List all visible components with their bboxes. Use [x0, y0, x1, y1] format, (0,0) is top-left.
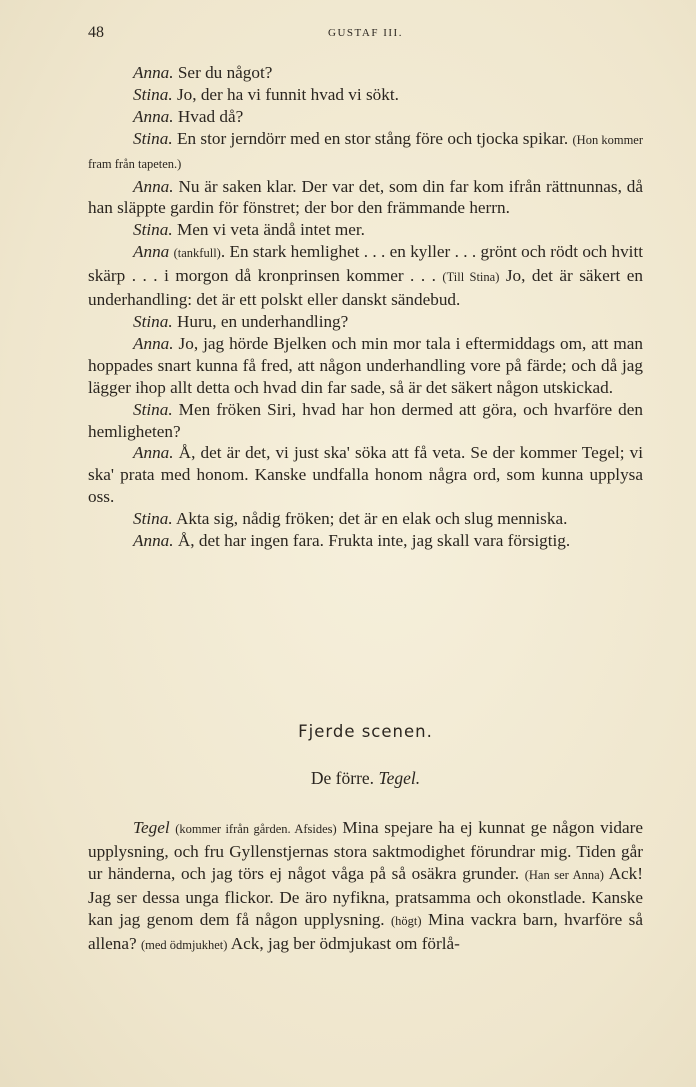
speaker-name: Stina.: [133, 128, 173, 148]
speaker-name: Anna.: [133, 106, 174, 126]
speech-text: Jo, der ha vi funnit hvad vi sökt.: [172, 84, 399, 104]
speech-text: Mina spejare ha ej kunnat ge någon vidare upplysning, och fru Gyllenstjernas stora saktmodighet förundrar mig. Tiden går ur händerna, och jag törs ej något våga på så osäkra grunder.: [88, 818, 644, 883]
dialogue-paragraph: [88, 817, 643, 956]
speech-text: . En stark hemlighet . . . en kyller . . . grönt och rödt och hvitt skärp . . . i morgon då kronprinsen kommer . . .: [88, 242, 643, 286]
stage-direction: (Till Stina): [442, 270, 500, 285]
dialogue-block-1: [88, 62, 643, 552]
persons-italic: Tegel.: [378, 768, 421, 788]
speaker-name: Anna.: [133, 443, 174, 463]
scene-persons: [88, 768, 643, 789]
stage-direction: (tankfull): [173, 246, 221, 261]
dialogue-paragraph: [88, 399, 643, 443]
speaker-name: Anna: [133, 242, 170, 262]
stage-direction: (högt): [391, 913, 422, 928]
speech-text: Mina vackra barn, hvarföre så allena?: [88, 909, 643, 953]
page-number: 48: [88, 24, 104, 41]
dialogue-paragraph: [88, 311, 643, 333]
speech-text: Men fröken Siri, hvad har hon dermed att göra, och hvarföre den hemligheten?: [88, 399, 643, 441]
speaker-name: Stina.: [133, 84, 173, 104]
dialogue-paragraph: [88, 176, 643, 220]
dialogue-paragraph: [88, 333, 643, 399]
speech-text: Nu är saken klar. Der var det, som din far kom ifrån rättnunnas, då han släppte gardin för fönstret; der bor den främmande herrn.: [88, 176, 643, 218]
speaker-name: Stina.: [133, 399, 173, 419]
speaker-name: Anna.: [133, 176, 174, 196]
persons-plain: De förre.: [310, 768, 379, 788]
stage-direction: (med ödmjukhet): [140, 937, 228, 952]
scene-title: Fjerde scenen.: [298, 722, 433, 741]
dialogue-paragraph: [88, 219, 643, 241]
speaker-name: Anna.: [133, 333, 174, 353]
speaker-name: Anna.: [133, 63, 174, 82]
dialogue-paragraph: [88, 241, 643, 311]
speech-text: Å, det är det, vi just ska' söka att få veta. Se der kommer Tegel; vi ska' prata med honom. Kanske undfalla honom några ord, som kunna upplysa oss.: [88, 443, 643, 507]
speech-text: Å, det har ingen fara. Frukta inte, jag skall vara försigtig.: [173, 531, 571, 551]
speech-text: Akta sig, nådig fröken; det är en elak och slug menniska.: [172, 509, 568, 529]
speech-text: Huru, en underhandling?: [172, 311, 349, 331]
speech-text: Jo, det är säkert en underhandling: det är ett polskt eller danskt sändebud.: [88, 266, 643, 310]
dialogue-paragraph: [88, 508, 643, 530]
stage-direction: (Han ser Anna): [524, 867, 604, 882]
speaker-name: Tegel: [133, 818, 170, 837]
dialogue-paragraph: [88, 84, 643, 106]
speech-text: Ack, jag ber ödmjukast om förlå-: [227, 933, 460, 953]
speech-text: En stor jerndörr med en stor stång före och tjocka spikar.: [172, 128, 573, 148]
dialogue-block-2: [88, 817, 643, 956]
speech-text: Jo, jag hörde Bjelken och min mor tala i eftermiddags om, att man hoppades snart kunna få fred, att någon underhandling vore på färde; och då jag lägger ihop allt detta och hvad din far sade, så är det säkert någon utskickad.: [88, 333, 643, 397]
speech-text: Ack! Jag ser dessa unga flickor. De äro nyfikna, pratsamma och okonstlade. Kanske kan jag genom dem få någon upplysning.: [88, 863, 643, 929]
speech-text: Ser du något?: [173, 63, 273, 82]
speaker-name: Stina.: [133, 220, 173, 240]
dialogue-paragraph: [88, 442, 643, 508]
page-header: [88, 24, 643, 46]
dialogue-paragraph: [88, 62, 643, 84]
speaker-name: Anna.: [133, 531, 174, 551]
speech-text: Hvad då?: [173, 106, 244, 126]
speech-text: Men vi veta ändå intet mer.: [172, 220, 365, 240]
stage-direction: (Hon kommer fram från tapeten.): [88, 132, 644, 171]
dialogue-paragraph: [88, 530, 643, 552]
dialogue-paragraph: [88, 106, 643, 128]
running-head: GUSTAF III.: [328, 27, 403, 39]
speaker-name: Stina.: [133, 509, 173, 529]
dialogue-paragraph: [88, 128, 643, 176]
stage-direction: (kommer ifrån gården. Afsides): [175, 822, 337, 836]
speaker-name: Stina.: [133, 311, 173, 331]
